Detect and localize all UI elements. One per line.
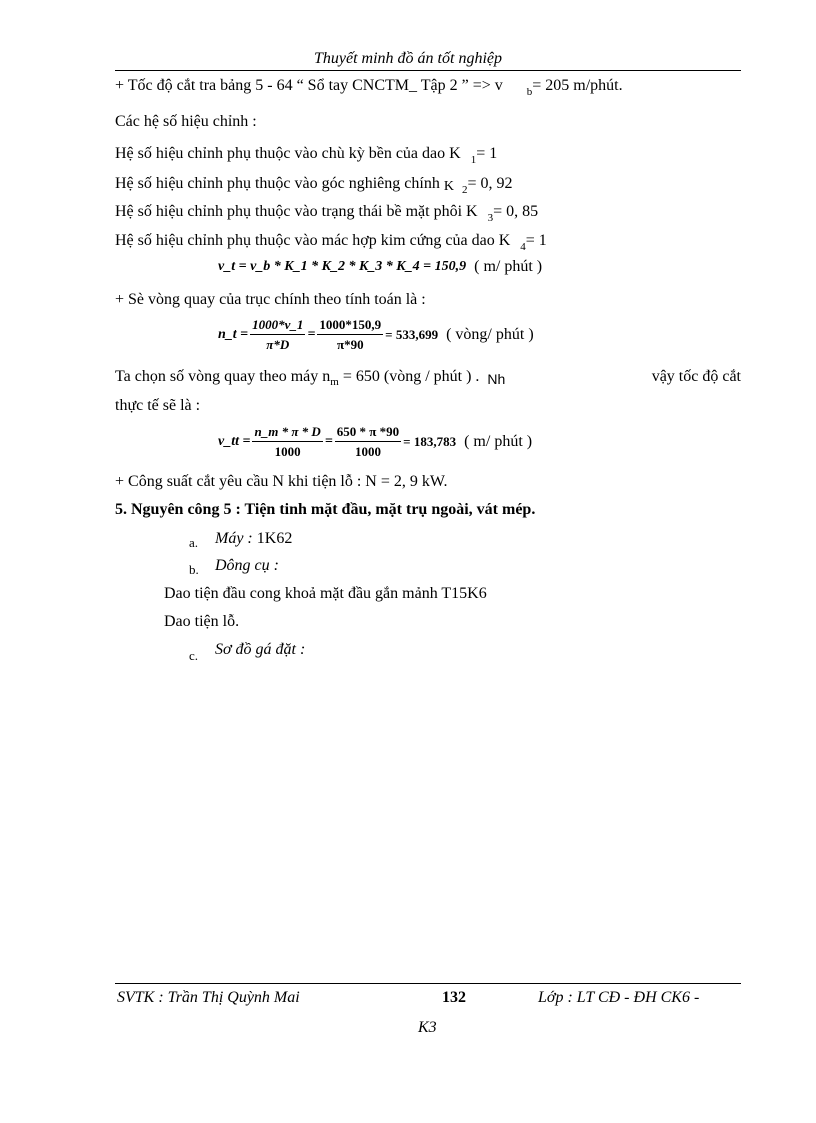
item-a-label: Máy : xyxy=(215,530,253,547)
item-c-letter: c. xyxy=(189,648,199,663)
k4-value: = 1 xyxy=(525,232,547,249)
fraction-formula xyxy=(250,317,305,353)
chosen-speed-text: Ta chọn số vòng quay theo máy n xyxy=(115,368,331,385)
fraction-formula-denominator: π*D xyxy=(266,337,290,352)
chosen-speed-value: = 650 (vòng / phút ) . xyxy=(342,368,480,385)
fraction-formula-numerator: 1000*v_1 xyxy=(250,317,305,335)
spindle-speed-intro: + Sè vòng quay của trục chính theo tính toán là : xyxy=(115,291,426,308)
header-rule xyxy=(115,70,741,71)
footer-page-number: 132 xyxy=(442,989,466,1006)
chosen-speed-nh: Nh xyxy=(487,371,506,387)
footer-class: Lớp : LT CĐ - ĐH CK6 - xyxy=(538,989,700,1006)
k4-subscript: 4 xyxy=(520,241,526,253)
fraction-values-denominator: π*90 xyxy=(336,337,364,352)
page-header-title: Thuyết minh đồ án tốt nghiệp xyxy=(314,50,502,67)
section-5-heading: 5. Nguyên công 5 : Tiện tinh mặt đầu, mặt trụ ngoài, vát mép. xyxy=(115,501,536,518)
fraction-values-numerator: 1000*150,9 xyxy=(317,317,383,335)
k3-value: = 0, 85 xyxy=(493,203,539,220)
k4-text: Hệ số hiệu chỉnh phụ thuộc vào mác hợp kim cứng của dao K xyxy=(115,232,511,249)
chosen-speed-subscript: m xyxy=(330,376,339,388)
coefficient-k2-line xyxy=(115,175,513,196)
k1-value: = 1 xyxy=(476,145,498,162)
item-a-value: 1K62 xyxy=(256,530,293,547)
cutting-power-line: + Công suất cắt yêu cầu N khi tiện lỗ : N = 2, 9 kW. xyxy=(115,473,448,490)
k2-value: = 0, 92 xyxy=(467,175,513,192)
footer-class-continuation: K3 xyxy=(418,1019,437,1036)
fraction-actual-values-numerator: 650 * π *90 xyxy=(335,424,401,442)
footer-author: SVTK : Trần Thị Quỳnh Mai xyxy=(117,989,300,1006)
cutting-speed-text: + Tốc độ cắt tra bảng 5 - 64 “ Sổ tay CNCTM_ Tập 2 ” => v xyxy=(115,77,503,94)
chosen-speed-continuation: vậy tốc độ cắt xyxy=(651,368,741,385)
equation-cutting-speed-unit: ( m/ phút ) xyxy=(474,258,543,275)
k2-k: K xyxy=(443,179,454,194)
equation-cutting-speed-expression: v_t = v_b * K_1 * K_2 * K_3 * K_4 = 150,9 xyxy=(218,259,467,274)
coefficient-k3-line xyxy=(115,203,539,224)
k3-text: Hệ số hiệu chỉnh phụ thuộc vào trạng thái bề mặt phôi K xyxy=(115,203,478,220)
cutting-speed-subscript: b xyxy=(526,86,533,98)
k2-subscript: 2 xyxy=(461,184,468,196)
tool-1: Dao tiện đầu cong khoả mặt đầu gắn mảnh T15K6 xyxy=(164,585,487,602)
equation-cutting-speed xyxy=(218,258,542,276)
fraction-actual-values xyxy=(335,424,401,460)
equation-actual-speed-result: = 183,783 xyxy=(403,434,457,449)
equation-spindle-speed: n_t = $\frac{1000*v\_1}{\pi*D}$ = $\frac{1000*150,9}{\pi*90}$ = 533,699 ( vòng/ phút ) xyxy=(218,317,534,352)
coefficients-title: Các hệ số hiệu chỉnh : xyxy=(115,113,257,130)
cutting-speed-line xyxy=(115,77,623,98)
item-b-label: Dông cụ : xyxy=(215,557,279,574)
equation-actual-speed: v_tt = $\frac{n\_m * \pi * D}{1000}$ = $\frac{650 * \pi *90}{1000}$ = 183,783 ( m/ phút ) xyxy=(218,424,533,459)
fraction-actual-values-denominator: 1000 xyxy=(354,444,381,459)
k1-text: Hệ số hiệu chỉnh phụ thuộc vào chù kỳ bền của dao K xyxy=(115,145,461,162)
item-b xyxy=(189,557,279,575)
fraction-actual-formula-denominator: 1000 xyxy=(274,444,301,459)
k3-subscript: 3 xyxy=(487,212,494,224)
item-c xyxy=(189,641,306,663)
fraction-actual-formula xyxy=(252,424,322,460)
tool-2: Dao tiện lỗ. xyxy=(164,613,240,630)
equation-spindle-speed-lhs: n_t = xyxy=(218,327,249,342)
item-a xyxy=(189,530,292,548)
equation-spindle-speed-unit: ( vòng/ phút ) xyxy=(446,326,534,343)
equation-spindle-speed-result: = 533,699 xyxy=(385,327,439,342)
chosen-speed-line xyxy=(115,368,741,386)
fraction-values xyxy=(317,317,383,353)
k2-text: Hệ số hiệu chỉnh phụ thuộc vào góc nghiêng chính xyxy=(115,175,440,192)
coefficient-k1-line xyxy=(115,145,498,166)
item-b-letter: b. xyxy=(189,562,199,577)
cutting-speed-value: = 205 m/phút. xyxy=(532,77,623,94)
equation-actual-speed-unit: ( m/ phút ) xyxy=(464,433,533,450)
item-a-letter: a. xyxy=(189,535,199,550)
k1-subscript: 1 xyxy=(470,154,477,166)
item-c-label: Sơ đồ gá đặt : xyxy=(215,641,306,658)
footer-rule xyxy=(115,983,741,984)
actual-speed-intro: thực tế sẽ là : xyxy=(115,397,201,414)
equation-actual-speed-lhs: v_tt = xyxy=(218,434,251,449)
coefficient-k4-line xyxy=(115,232,547,253)
fraction-actual-formula-numerator: n_m * π * D xyxy=(252,424,322,442)
